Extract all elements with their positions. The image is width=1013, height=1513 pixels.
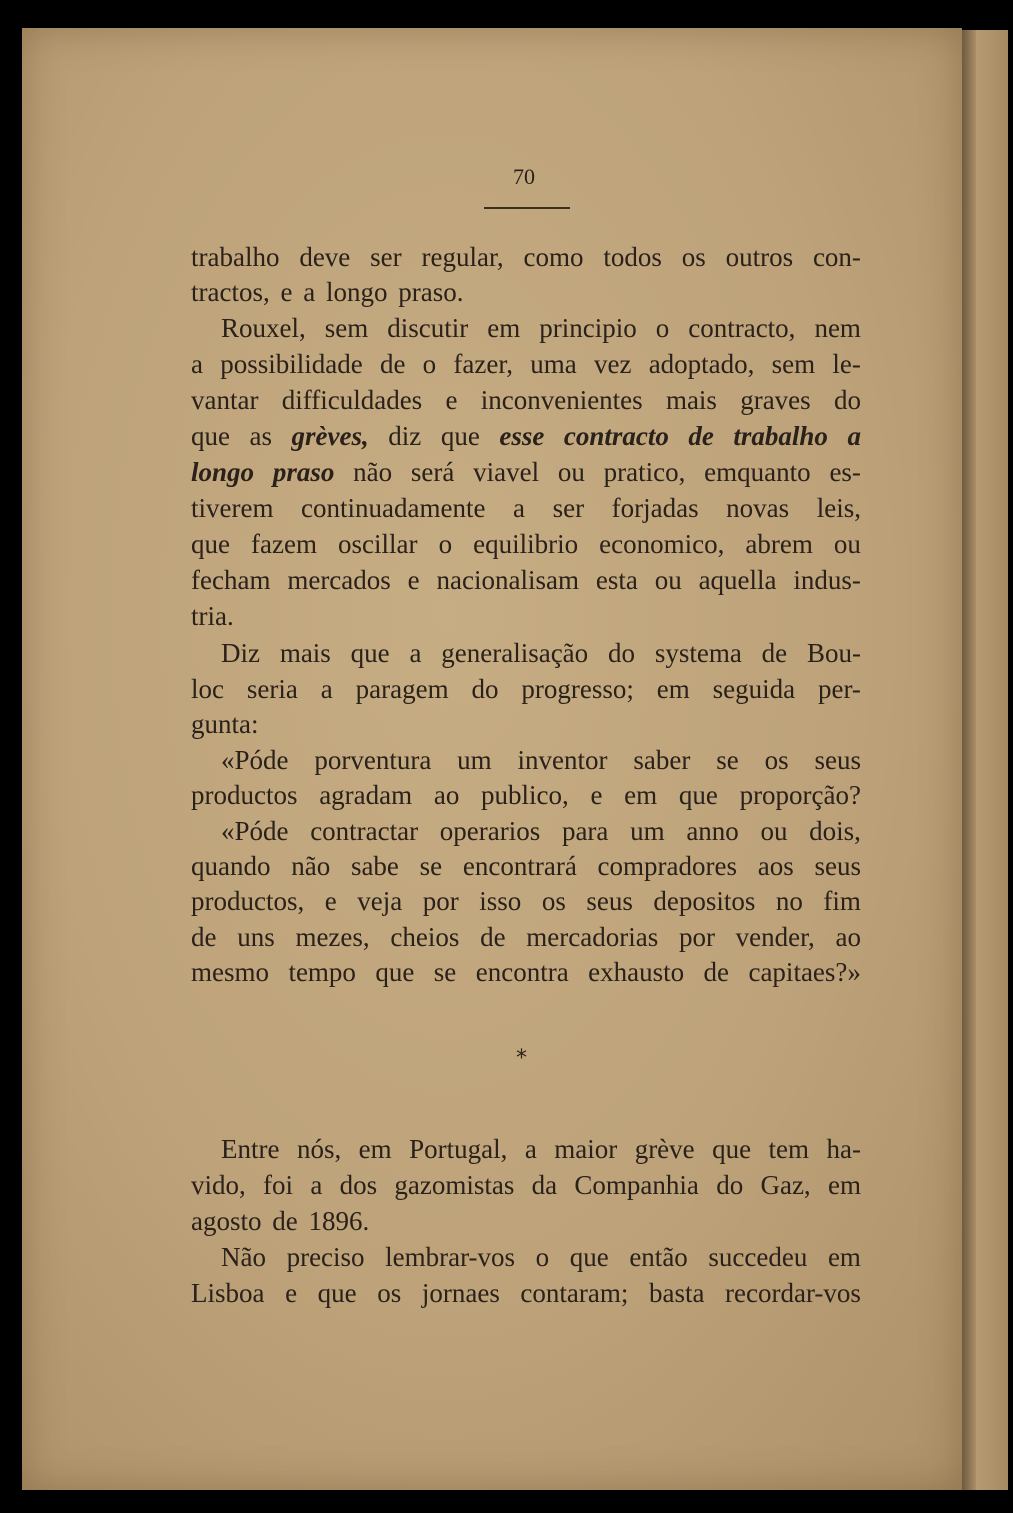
text-line: gunta: [191, 709, 259, 739]
text-line: tiverem continuadamente a ser forjadas novas leis, [191, 493, 861, 523]
text-line: «Póde contractar operarios para um anno ou dois, [221, 816, 861, 846]
text-line: fecham mercados e nacionalisam esta ou aquella indus- [191, 565, 861, 595]
text-line: de uns mezes, cheios de mercadorias por vender, ao [191, 922, 861, 952]
text-line: agosto de 1896. [191, 1206, 370, 1236]
text-line: Lisboa e que os jornaes contaram; basta recordar-vos [191, 1278, 861, 1308]
text-line: productos agradam ao publico, e em que proporção? [191, 780, 861, 810]
text-line: «Póde porventura um inventor saber se os seus [221, 745, 861, 775]
text-line: mesmo tempo que se encontra exhausto de capitaes?» [191, 957, 861, 987]
text-line: Rouxel, sem discutir em principio o contracto, nem [221, 313, 861, 343]
text-line: tractos, e a longo praso. [191, 277, 464, 307]
adjacent-page-edge [976, 30, 1008, 1490]
text-line: vido, foi a dos gazomistas da Companhia do Gaz, em [191, 1170, 861, 1200]
text-line: quando não sabe se encontrará compradores aos seus [191, 851, 861, 881]
text-line: productos, e veja por isso os seus depositos no fim [191, 886, 861, 916]
text-line: longo praso não será viavel ou pratico, emquanto es- [191, 457, 861, 487]
text-line: tria. [191, 601, 234, 631]
text-line: vantar difficuldades e inconvenientes mais graves do [191, 385, 861, 415]
text-line: Não preciso lembrar-vos o que então succedeu em [221, 1242, 861, 1272]
section-break-asterisk: * [516, 1046, 527, 1071]
text-line: que fazem oscillar o equilibrio economico, abrem ou [191, 529, 861, 559]
text-line: trabalho deve ser regular, como todos os outros con- [191, 242, 861, 272]
page-number: 70 [513, 164, 535, 189]
page-gutter-edge [962, 30, 976, 1490]
text-line: Entre nós, em Portugal, a maior grève que tem ha- [221, 1134, 861, 1164]
text-line: a possibilidade de o fazer, uma vez adoptado, sem le- [191, 349, 861, 379]
header-rule [484, 207, 570, 209]
text-line: Diz mais que a generalisação do systema de Bou- [221, 638, 861, 668]
text-line: loc seria a paragem do progresso; em seguida per- [191, 674, 861, 704]
text-line: que as grèves, diz que esse contracto de trabalho a [191, 421, 861, 451]
